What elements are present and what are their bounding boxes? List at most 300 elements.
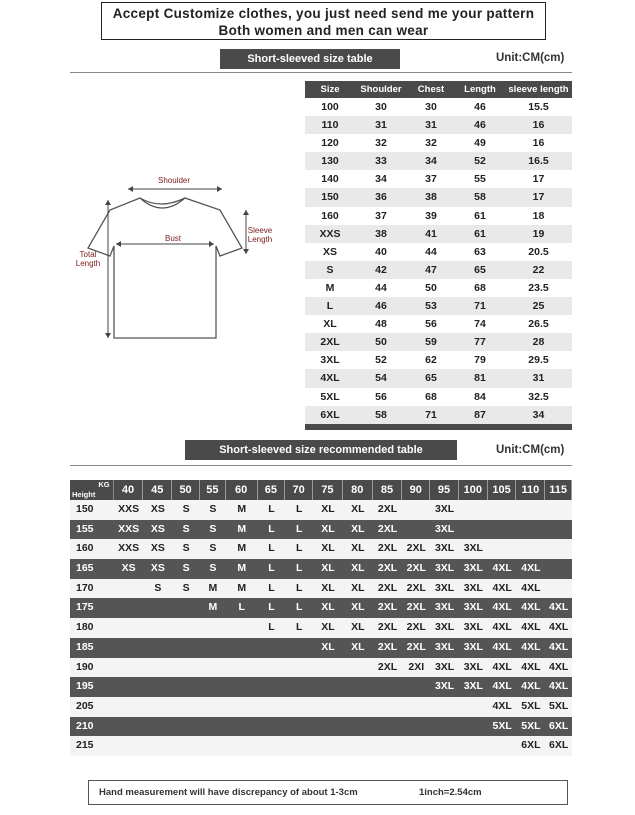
height-value: 205: [76, 699, 94, 712]
table-row: [70, 579, 572, 599]
size-cell: XL: [351, 581, 365, 594]
size-cell: [545, 500, 572, 520]
size-cell: [285, 638, 313, 658]
size-cell: S: [154, 581, 162, 594]
table-cell: S: [326, 263, 334, 276]
recommend-table-body: [70, 500, 572, 756]
table-cell: 31: [425, 119, 437, 132]
table-cell: XS: [322, 245, 337, 258]
size-cell: [114, 677, 144, 697]
size-cell: 2XL: [406, 581, 426, 594]
table-cell: 74: [474, 318, 486, 331]
size-table-header: [305, 81, 572, 98]
table-row: [70, 658, 572, 678]
table-row: [70, 539, 572, 559]
size-cell: 2XL: [377, 601, 398, 614]
size-cell: [143, 658, 172, 678]
size-cell: M: [237, 562, 247, 575]
size-cell: 4XL: [492, 660, 512, 673]
size-cell: 6XL: [549, 739, 569, 752]
table-cell: 84: [474, 390, 486, 403]
size-cell: [402, 500, 430, 520]
table-row: [305, 369, 572, 387]
size-cell: XS: [150, 542, 165, 555]
table-cell: 50: [375, 336, 387, 349]
table-cell: 40: [375, 245, 387, 258]
size-cell: [459, 520, 488, 540]
weight-header: 110: [516, 480, 545, 500]
size-cell: 2XI: [408, 660, 425, 673]
size-cell: XL: [321, 640, 335, 653]
size-cell: [226, 658, 258, 678]
corner-height-label: Height: [72, 490, 96, 499]
table-row: [70, 717, 572, 737]
size-cell: XS: [150, 503, 165, 515]
size-cell: L: [268, 581, 275, 594]
height-value: 155: [76, 522, 94, 535]
sleeve-length-label: Sleeve Length: [247, 226, 273, 244]
size-cell: [114, 579, 144, 599]
size-cell: 5XL: [549, 699, 569, 712]
rec-table-title: Short-sleeved size recommended table: [185, 440, 457, 460]
size-cell: [430, 717, 459, 737]
size-cell: XL: [351, 542, 365, 555]
weight-header: 75: [313, 480, 343, 500]
size-cell: 3XL: [434, 503, 455, 515]
size-cell: [143, 638, 172, 658]
height-value: 185: [76, 640, 94, 653]
table-cell: 32: [375, 137, 387, 150]
size-cell: 2XL: [406, 542, 426, 555]
size-table-unit: Unit:CM(cm): [496, 52, 565, 64]
size-cell: [114, 717, 144, 737]
size-cell: [200, 658, 226, 678]
table-cell: 81: [474, 372, 486, 385]
size-cell: L: [238, 601, 245, 614]
size-cell: 2XL: [406, 621, 426, 634]
table-cell: 87: [474, 408, 486, 421]
table-cell: 31: [375, 119, 387, 132]
size-cell: 5XL: [492, 719, 512, 732]
table-cell: 68: [425, 390, 437, 403]
size-cell: XL: [321, 601, 335, 614]
size-cell: 3XL: [434, 581, 455, 594]
height-value: 165: [76, 562, 94, 575]
size-cell: 4XL: [549, 640, 569, 653]
size-cell: [258, 677, 286, 697]
size-cell: XL: [321, 562, 335, 575]
table-cell: 16: [532, 137, 545, 150]
total-length-label: Total Length: [75, 250, 101, 268]
size-cell: 3XL: [463, 601, 483, 614]
recommend-table-header: [70, 480, 572, 500]
size-cell: 2XL: [406, 601, 426, 614]
table-cell: 46: [375, 300, 387, 313]
size-cell: [172, 618, 200, 638]
table-cell: 38: [375, 227, 387, 240]
size-cell: [172, 697, 200, 717]
corner-kg-label: KG: [98, 480, 110, 489]
height-value: 195: [76, 680, 94, 693]
table-cell: 52: [474, 155, 486, 168]
size-cell: 5XL: [521, 699, 541, 712]
weight-header: 60: [226, 480, 258, 500]
size-cell: L: [296, 562, 303, 575]
size-cell: [114, 598, 144, 618]
table-cell: 100: [321, 101, 339, 113]
size-cell: XXS: [118, 542, 140, 555]
table-cell: 34: [375, 173, 387, 186]
size-cell: [285, 677, 313, 697]
size-cell: [143, 717, 172, 737]
size-cell: [517, 500, 546, 520]
table-cell: 55: [474, 173, 486, 186]
size-cell: [172, 598, 200, 618]
size-cell: [258, 717, 286, 737]
table-cell: 4XL: [320, 372, 340, 385]
header-chest: Chest: [417, 84, 445, 95]
height-value: 215: [76, 739, 94, 752]
size-cell: L: [296, 522, 303, 535]
size-cell: XL: [321, 503, 335, 515]
table-cell: 30: [425, 101, 437, 113]
table-cell: 52: [375, 354, 387, 367]
weight-header: 105: [488, 480, 517, 500]
size-cell: [402, 677, 430, 697]
size-cell: [373, 677, 403, 697]
size-cell: [226, 677, 258, 697]
size-cell: 4XL: [521, 601, 541, 614]
table-row: [70, 697, 572, 717]
size-cell: 4XL: [521, 621, 541, 634]
table-cell: L: [326, 300, 334, 313]
table-cell: 6XL: [320, 408, 340, 421]
table-row: [305, 388, 572, 406]
table-cell: 18: [532, 209, 545, 222]
header-line-1: Accept Customize clothes, you just need send me your pattern: [112, 6, 535, 21]
size-cell: 2XL: [377, 581, 398, 594]
size-cell: XXS: [118, 522, 140, 535]
size-cell: [172, 717, 200, 737]
table-cell: 31: [532, 372, 545, 385]
size-cell: 4XL: [492, 621, 512, 634]
size-cell: 3XL: [434, 640, 455, 653]
table-cell: 65: [474, 263, 486, 276]
weight-header: 95: [430, 480, 459, 500]
size-cell: [172, 677, 200, 697]
size-cell: 2XL: [406, 640, 426, 653]
size-cell: S: [182, 542, 190, 555]
size-table-title: Short-sleeved size table: [220, 49, 400, 69]
table-row: [305, 243, 572, 261]
size-table-body: [305, 98, 572, 424]
size-cell: 2XL: [377, 621, 398, 634]
size-cell: L: [296, 542, 303, 555]
table-cell: 54: [375, 372, 387, 385]
table-row: [70, 520, 572, 540]
height-value: 175: [76, 601, 94, 614]
table-row: [305, 152, 572, 170]
table-cell: 59: [425, 336, 437, 349]
table-cell: 15.5: [528, 101, 549, 113]
table-cell: 17: [532, 191, 545, 204]
table-cell: 42: [375, 263, 387, 276]
divider: [70, 72, 572, 73]
size-cell: 3XL: [463, 660, 483, 673]
table-cell: 53: [425, 300, 437, 313]
size-cell: [545, 539, 572, 559]
table-row: [70, 638, 572, 658]
table-cell: 130: [321, 155, 339, 168]
table-cell: 41: [425, 227, 437, 240]
size-cell: [200, 697, 226, 717]
size-cell: 3XL: [434, 660, 455, 673]
size-table-footer-bar: [305, 424, 572, 430]
size-cell: 3XL: [434, 621, 455, 634]
size-cell: [285, 717, 313, 737]
size-cell: [226, 618, 258, 638]
table-cell: 48: [375, 318, 387, 331]
size-cell: [258, 697, 286, 717]
size-cell: 4XL: [549, 621, 569, 634]
size-cell: [488, 539, 517, 559]
size-cell: 3XL: [463, 562, 483, 575]
size-cell: XL: [351, 503, 365, 515]
size-cell: [313, 697, 343, 717]
height-value: 160: [76, 542, 94, 555]
size-cell: S: [209, 503, 217, 515]
size-cell: [200, 717, 226, 737]
size-cell: [114, 697, 144, 717]
shoulder-label: Shoulder: [157, 176, 191, 185]
table-cell: 71: [425, 408, 437, 421]
size-cell: [313, 717, 343, 737]
table-cell: 16: [532, 119, 545, 132]
size-cell: [402, 697, 430, 717]
size-cell: [459, 697, 488, 717]
size-cell: [285, 658, 313, 678]
size-cell: [313, 677, 343, 697]
table-row: [305, 170, 572, 188]
size-cell: [258, 736, 286, 756]
table-cell: 25: [532, 300, 545, 313]
size-cell: [545, 579, 572, 599]
size-cell: S: [182, 503, 190, 515]
table-cell: 26.5: [528, 318, 549, 331]
size-cell: [545, 559, 572, 579]
table-row: [305, 351, 572, 369]
table-cell: 29.5: [528, 354, 549, 367]
size-cell: 4XL: [521, 680, 541, 693]
size-cell: S: [182, 522, 190, 535]
size-table: [305, 81, 572, 430]
size-cell: [343, 677, 373, 697]
table-row: [305, 188, 572, 206]
weight-header: 45: [143, 480, 172, 500]
size-cell: [172, 736, 200, 756]
table-cell: XL: [323, 318, 337, 331]
table-cell: 68: [474, 281, 486, 294]
size-cell: XL: [321, 621, 335, 634]
table-cell: 46: [474, 119, 486, 132]
size-cell: XS: [150, 522, 165, 535]
size-cell: L: [296, 581, 303, 594]
table-cell: 50: [425, 281, 437, 294]
size-cell: 5XL: [521, 719, 541, 732]
size-cell: [226, 697, 258, 717]
table-cell: 140: [321, 173, 339, 186]
table-row: [305, 315, 572, 333]
size-cell: [459, 500, 488, 520]
size-cell: 4XL: [521, 640, 541, 653]
measurement-note: Hand measurement will have discrepancy of about 1-3cm: [99, 787, 358, 798]
table-row: [305, 279, 572, 297]
table-cell: 34: [425, 155, 437, 168]
divider: [70, 465, 572, 466]
table-cell: 37: [425, 173, 437, 186]
table-row: [70, 618, 572, 638]
size-cell: 6XL: [521, 739, 541, 752]
table-cell: 61: [474, 209, 486, 222]
size-cell: 4XL: [521, 660, 541, 673]
table-cell: 71: [474, 300, 486, 313]
size-cell: XXS: [118, 503, 140, 515]
size-cell: 4XL: [492, 680, 512, 693]
table-cell: 47: [425, 263, 437, 276]
size-cell: S: [182, 562, 190, 575]
size-cell: [517, 539, 546, 559]
height-value: 170: [76, 581, 94, 594]
size-cell: [200, 618, 226, 638]
table-row: [305, 207, 572, 225]
table-row: [305, 116, 572, 134]
size-cell: 2XL: [377, 542, 398, 555]
size-cell: [430, 697, 459, 717]
weight-header: 50: [172, 480, 200, 500]
size-cell: [402, 736, 430, 756]
size-cell: 3XL: [463, 640, 483, 653]
table-row: [305, 297, 572, 315]
table-cell: 38: [425, 191, 437, 204]
size-cell: 3XL: [463, 680, 483, 693]
size-cell: L: [296, 601, 303, 614]
size-cell: 3XL: [434, 680, 455, 693]
table-cell: 3XL: [320, 354, 340, 367]
size-cell: L: [268, 503, 275, 515]
size-cell: 3XL: [434, 522, 455, 535]
rec-table-unit: Unit:CM(cm): [496, 444, 565, 456]
size-cell: M: [237, 581, 247, 594]
size-cell: [226, 717, 258, 737]
size-cell: 6XL: [549, 719, 569, 732]
size-cell: [459, 736, 488, 756]
size-cell: L: [296, 503, 303, 515]
table-cell: 33: [375, 155, 387, 168]
table-cell: XXS: [319, 227, 341, 240]
size-cell: [313, 658, 343, 678]
weight-header: 115: [545, 480, 572, 500]
weight-header: 40: [114, 480, 144, 500]
size-cell: [285, 736, 313, 756]
size-cell: [143, 618, 172, 638]
size-cell: XL: [351, 601, 365, 614]
size-cell: [114, 618, 144, 638]
table-cell: M: [325, 281, 335, 294]
bust-label: Bust: [164, 234, 181, 243]
size-cell: L: [268, 621, 275, 634]
size-cell: [143, 677, 172, 697]
header-banner: [101, 2, 546, 40]
size-cell: M: [237, 503, 247, 515]
size-cell: [114, 736, 144, 756]
table-row: [305, 406, 572, 424]
size-cell: [488, 500, 517, 520]
size-cell: 4XL: [492, 601, 512, 614]
table-row: [305, 225, 572, 243]
table-cell: 34: [532, 408, 545, 421]
size-cell: S: [209, 542, 217, 555]
table-cell: 36: [375, 191, 387, 204]
table-cell: 77: [474, 336, 486, 349]
weight-header: 55: [200, 480, 226, 500]
size-cell: 4XL: [492, 562, 512, 575]
table-cell: 28: [532, 336, 545, 349]
size-cell: [114, 658, 144, 678]
size-cell: [200, 638, 226, 658]
table-cell: 120: [321, 137, 339, 150]
table-cell: 22: [532, 263, 545, 276]
table-row: [305, 333, 572, 351]
size-cell: [143, 736, 172, 756]
size-cell: [373, 717, 403, 737]
table-cell: 16.5: [528, 155, 549, 168]
recommend-table: [70, 480, 572, 756]
table-cell: 37: [375, 209, 387, 222]
size-cell: 2XL: [377, 503, 398, 515]
header-line-2: Both women and men can wear: [218, 23, 429, 38]
table-cell: 19: [532, 227, 545, 240]
header-sleeve-length: sleeve length: [508, 84, 569, 95]
weight-header: 70: [285, 480, 313, 500]
size-cell: L: [268, 542, 275, 555]
table-cell: 56: [425, 318, 437, 331]
height-value: 180: [76, 621, 94, 634]
size-cell: XL: [321, 542, 335, 555]
size-cell: [402, 520, 430, 540]
table-cell: 17: [532, 173, 545, 186]
size-cell: XL: [321, 522, 335, 535]
size-cell: XL: [351, 640, 365, 653]
size-cell: 2XL: [377, 562, 398, 575]
size-cell: [488, 520, 517, 540]
size-cell: 3XL: [463, 621, 483, 634]
table-cell: 62: [425, 354, 437, 367]
size-cell: [172, 658, 200, 678]
size-cell: 3XL: [463, 581, 483, 594]
size-cell: XL: [321, 581, 335, 594]
size-cell: 4XL: [492, 699, 512, 712]
size-cell: [459, 717, 488, 737]
size-cell: M: [237, 542, 247, 555]
header-length: Length: [464, 84, 496, 95]
table-cell: 61: [474, 227, 486, 240]
weight-header: 90: [402, 480, 430, 500]
weight-header: 85: [373, 480, 403, 500]
size-cell: [143, 598, 172, 618]
size-cell: 3XL: [434, 542, 455, 555]
size-cell: [226, 736, 258, 756]
size-cell: 2XL: [377, 640, 398, 653]
